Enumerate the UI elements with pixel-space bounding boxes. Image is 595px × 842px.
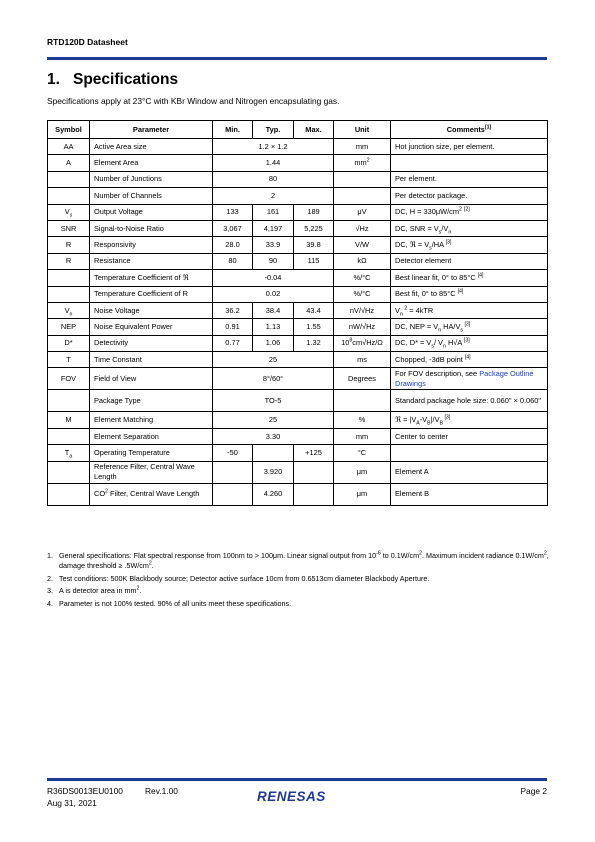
cell-typ: 8°/60° xyxy=(213,368,334,390)
table-row xyxy=(48,302,548,318)
cell-typ xyxy=(253,445,294,461)
cell-symbol: D* xyxy=(48,335,90,351)
cell-unit: %/°C xyxy=(334,286,391,302)
cell-symbol xyxy=(48,188,90,204)
header-parameter: Parameter xyxy=(90,121,213,139)
cell-comment: DC, NEP = $V_n$ $HA/V_s$ [3] xyxy=(391,319,548,335)
cell-max: 189 xyxy=(294,204,334,220)
cell-symbol xyxy=(48,270,90,286)
cell-symbol xyxy=(48,286,90,302)
table-row xyxy=(48,319,548,335)
cell-symbol xyxy=(48,171,90,187)
cell-comment: Center to center xyxy=(391,428,548,444)
header-rule xyxy=(47,57,547,60)
cell-symbol: FOV xyxy=(48,368,90,390)
cell-unit: °C xyxy=(334,445,391,461)
cell-parameter: Temperature Coefficient of ℜ xyxy=(90,270,213,286)
cell-max xyxy=(294,461,334,483)
header-min: Min. xyxy=(213,121,253,139)
publish-date: Aug 31, 2021 xyxy=(47,798,97,808)
cell-symbol: AA xyxy=(48,139,90,155)
cell-min xyxy=(213,461,253,483)
table-row xyxy=(48,155,548,171)
cell-typ: 4,197 xyxy=(253,220,294,236)
cell-max: 115 xyxy=(294,253,334,269)
cell-parameter: Noise Equivalent Power xyxy=(90,319,213,335)
cell-symbol: $V_s$ xyxy=(48,204,90,220)
cell-symbol xyxy=(48,390,90,412)
cell-max: 1.32 xyxy=(294,335,334,351)
section-number: 1. xyxy=(47,71,60,88)
cell-parameter: Active Area size xyxy=(90,139,213,155)
logo-text: RENESAS xyxy=(257,789,326,804)
cell-parameter: Element Area xyxy=(90,155,213,171)
cell-typ: TO-5 xyxy=(213,390,334,412)
cell-min: 36.2 xyxy=(213,302,253,318)
cell-comment: DC, $H = 330\mu W/cm^2$ [2] xyxy=(391,204,548,220)
cell-typ: 80 xyxy=(213,171,334,187)
cell-symbol: NEP xyxy=(48,319,90,335)
header-max: Max. xyxy=(294,121,334,139)
cell-unit: %/°C xyxy=(334,270,391,286)
cell-comment: Chopped, -3dB point [4] xyxy=(391,352,548,368)
table-row xyxy=(48,139,548,155)
cell-min: 133 xyxy=(213,204,253,220)
cell-unit: ms xyxy=(334,352,391,368)
cell-unit: μm xyxy=(334,483,391,505)
cell-typ: 161 xyxy=(253,204,294,220)
cell-symbol: M xyxy=(48,412,90,428)
cell-symbol: $V_n$ xyxy=(48,302,90,318)
footer-rule xyxy=(47,778,547,781)
cell-min: 0.77 xyxy=(213,335,253,351)
table-row xyxy=(48,483,548,505)
table-row xyxy=(48,253,548,269)
cell-unit: % xyxy=(334,412,391,428)
cell-comment: Per element. xyxy=(391,171,548,187)
cell-comment: Best linear fit, 0° to 85°C [4] xyxy=(391,270,548,286)
cell-comment: DC, $D* = V_s/$ $V_n$ H√A [3] xyxy=(391,335,548,351)
package-outline-drawings-link[interactable]: Package Outline Drawings xyxy=(395,368,534,388)
cell-typ: 33.9 xyxy=(253,237,294,253)
cell-comment: ℜ = $|V_A-V_B|/V_B$ [3] xyxy=(391,412,548,428)
page-number: Page 2 xyxy=(520,786,547,796)
table-row xyxy=(48,204,548,220)
table-row xyxy=(48,188,548,204)
cell-typ: 4.260 xyxy=(253,483,294,505)
cell-symbol: R xyxy=(48,237,90,253)
cell-unit: nW/√Hz xyxy=(334,319,391,335)
table-row xyxy=(48,335,548,351)
revision: Rev.1.00 xyxy=(145,786,178,796)
cell-typ: 90 xyxy=(253,253,294,269)
document-id: R36DS0013EU0100 xyxy=(47,786,123,796)
cell-parameter: Reference Filter, Central Wave Length xyxy=(90,461,213,483)
cell-symbol: $T_a$ xyxy=(48,445,90,461)
cell-min: -50 xyxy=(213,445,253,461)
cell-parameter: Field of View xyxy=(90,368,213,390)
cell-symbol: A xyxy=(48,155,90,171)
cell-comment: Element B xyxy=(391,483,548,505)
cell-typ: 25 xyxy=(213,412,334,428)
cell-unit: μm xyxy=(334,461,391,483)
cell-max: 1.55 xyxy=(294,319,334,335)
cell-unit: nV/√Hz xyxy=(334,302,391,318)
cell-unit xyxy=(334,188,391,204)
header-typ: Typ. xyxy=(253,121,294,139)
table-row xyxy=(48,428,548,444)
cell-typ: 1.06 xyxy=(253,335,294,351)
table-row xyxy=(48,445,548,461)
cell-parameter: Operating Temperature xyxy=(90,445,213,461)
cell-min xyxy=(213,483,253,505)
footnote-2: 2. Test conditions: 500K Blackbody source; Detector active surface 10cm from 0.6513cm diameter Blackbody Aperture. xyxy=(47,573,430,583)
section-title: Specifications xyxy=(73,71,179,88)
cell-symbol xyxy=(48,428,90,444)
table-row xyxy=(48,171,548,187)
footnote-3: 3. A is detector area in $mm^2$. xyxy=(47,585,142,596)
cell-unit: mm xyxy=(334,428,391,444)
table-row xyxy=(48,461,548,483)
cell-typ: 2 xyxy=(213,188,334,204)
table-header-row xyxy=(48,121,548,139)
cell-parameter: Signal-to-Noise Ratio xyxy=(90,220,213,236)
cell-max xyxy=(294,483,334,505)
cell-comment: DC, ℜ = $V_s/HA$ [3] xyxy=(391,237,548,253)
cell-symbol xyxy=(48,461,90,483)
datasheet-title: RTD120D Datasheet xyxy=(47,37,128,47)
table-row xyxy=(48,390,548,412)
cell-comment: Standard package hole size: 0.060" × 0.060" xyxy=(391,390,548,412)
cell-comment: For FOV description, see Package Outline Drawings xyxy=(391,368,548,390)
cell-parameter: Detectivity xyxy=(90,335,213,351)
cell-parameter: Noise Voltage xyxy=(90,302,213,318)
cell-typ: 3.920 xyxy=(253,461,294,483)
cell-typ: 3.30 xyxy=(213,428,334,444)
header-comments: Comments[1] xyxy=(391,121,548,139)
cell-parameter: Resistance xyxy=(90,253,213,269)
cell-max: 5,225 xyxy=(294,220,334,236)
cell-symbol: SNR xyxy=(48,220,90,236)
cell-parameter: Number of Junctions xyxy=(90,171,213,187)
cell-comment xyxy=(391,445,548,461)
cell-parameter: Element Matching xyxy=(90,412,213,428)
table-row xyxy=(48,270,548,286)
cell-max: 43.4 xyxy=(294,302,334,318)
table-row xyxy=(48,352,548,368)
cell-comment: DC, SNR = $V_s/V_n$ xyxy=(391,220,548,236)
cell-comment xyxy=(391,155,548,171)
cell-max: 39.8 xyxy=(294,237,334,253)
cell-unit: μV xyxy=(334,204,391,220)
cell-parameter: Temperature Coefficient of R xyxy=(90,286,213,302)
cell-unit: mm xyxy=(334,139,391,155)
cell-parameter: Element Separation xyxy=(90,428,213,444)
cell-parameter: Package Type xyxy=(90,390,213,412)
footnote-1: 1. General specifications: Flat spectral response from 100nm to > 100μm. Linear signal output from $10^{-6}$ to $0.1W/cm^2$. Maximum incident radiance $0.1W/cm^2$, damage threshold ≥ $.5W/cm^2$. xyxy=(47,550,549,570)
table-row xyxy=(48,237,548,253)
cell-parameter: Time Constant xyxy=(90,352,213,368)
cell-symbol: R xyxy=(48,253,90,269)
cell-unit: kΩ xyxy=(334,253,391,269)
table-row xyxy=(48,412,548,428)
table-row xyxy=(48,286,548,302)
header-symbol: Symbol xyxy=(48,121,90,139)
cell-typ: 1.13 xyxy=(253,319,294,335)
cell-parameter: Number of Channels xyxy=(90,188,213,204)
cell-typ: -0.04 xyxy=(213,270,334,286)
cell-unit: $10^8cm√Hz/\Omega$ xyxy=(334,335,391,351)
cell-symbol xyxy=(48,483,90,505)
cell-parameter: Responsivity xyxy=(90,237,213,253)
cell-comment: Element A xyxy=(391,461,548,483)
cell-unit: Degrees xyxy=(334,368,391,390)
cell-min: 28.0 xyxy=(213,237,253,253)
header-unit: Unit xyxy=(334,121,391,139)
cell-parameter: Output Voltage xyxy=(90,204,213,220)
cell-parameter: $CO^2$ Filter, Central Wave Length xyxy=(90,483,213,505)
section-heading xyxy=(47,71,178,89)
cell-min: 0.91 xyxy=(213,319,253,335)
cell-typ: 25 xyxy=(213,352,334,368)
cell-typ: 38.4 xyxy=(253,302,294,318)
cell-comment: $V_n$ $^2$ = 4kTR xyxy=(391,302,548,318)
cell-comment: Per detector package. xyxy=(391,188,548,204)
cell-unit: √Hz xyxy=(334,220,391,236)
cell-unit: $mm^2$ xyxy=(334,155,391,171)
cell-unit: V/W xyxy=(334,237,391,253)
cell-typ: 1.44 xyxy=(213,155,334,171)
table-row xyxy=(48,368,548,390)
specifications-table xyxy=(47,120,548,506)
cell-max: +125 xyxy=(294,445,334,461)
footnote-4: 4. Parameter is not 100% tested. 90% of all units meet these specifications. xyxy=(47,598,292,608)
cell-unit xyxy=(334,171,391,187)
footnotes xyxy=(47,551,552,611)
cell-unit xyxy=(334,390,391,412)
renesas-logo-icon xyxy=(256,788,342,804)
cell-comment: Best fit, 0° to 85°C [4] xyxy=(391,286,548,302)
cell-min: 3,067 xyxy=(213,220,253,236)
cell-comment: Detector element xyxy=(391,253,548,269)
cell-min: 80 xyxy=(213,253,253,269)
table-row xyxy=(48,220,548,236)
intro-text: Specifications apply at 23°C with KBr Window and Nitrogen encapsulating gas. xyxy=(47,96,340,106)
renesas-logo xyxy=(256,788,342,809)
cell-symbol: T xyxy=(48,352,90,368)
cell-typ: 0.02 xyxy=(213,286,334,302)
cell-comment: Hot junction size, per element. xyxy=(391,139,548,155)
cell-typ: 1.2 × 1.2 xyxy=(213,139,334,155)
